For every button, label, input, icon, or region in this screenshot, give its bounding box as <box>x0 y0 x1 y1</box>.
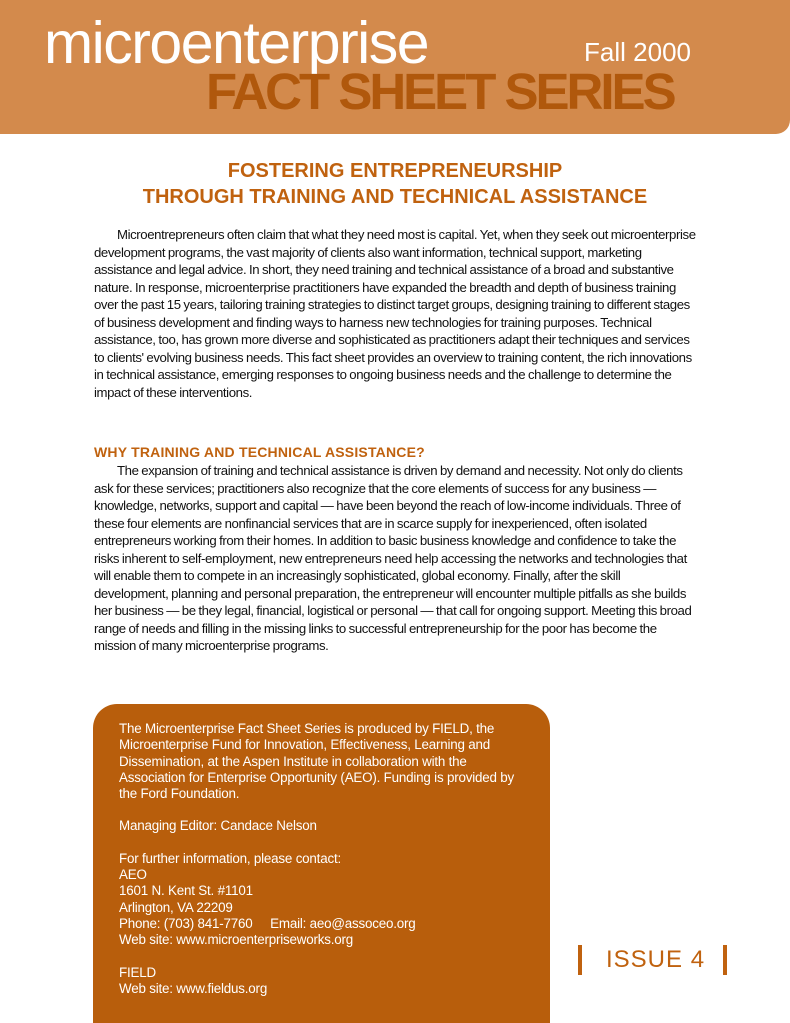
field-contact-block <box>119 965 524 998</box>
aeo-name: AEO <box>119 867 147 883</box>
field-name: FIELD <box>119 964 156 980</box>
managing-editor: Managing Editor: Candace Nelson <box>119 818 317 834</box>
aeo-website: Web site: www.microenterpriseworks.org <box>119 932 353 948</box>
field-website: Web site: www.fieldus.org <box>119 980 268 996</box>
article-title <box>90 158 700 210</box>
section-heading: WHY TRAINING AND TECHNICAL ASSISTANCE? <box>94 444 425 460</box>
issue-right-bar <box>723 945 727 975</box>
issue-text: ISSUE 4 <box>606 946 706 973</box>
issue-date: Fall 2000 <box>584 37 691 67</box>
contact-intro: For further information, please contact: <box>119 850 341 866</box>
issue-number-label <box>578 944 727 976</box>
section-paragraph: The expansion of training and technical assistance is driven by demand and necessity. Not only do clients ask for these services; practitioners also recognize that the core elements of success for any business — knowledge, networks, support and capital — have been beyond the reach of low-income individuals. Three of these four elements are nonfinancial services that are in scarce supply for inexperienced, often isolated entrepreneurs working from their homes. In addition to basic business knowledge and confidence to take the risks inherent to self-employment, new entrepreneurs need help accessing the networks and technologies that will enable them to compete in an increasingly sophisticated, global economy. Finally, after the skill development, planning and personal preparation, the entrepreneur will encounter multiple pitfalls as she builds her business — be they legal, financial, logistical or personal — that call for ongoing support. Meeting this broad range of needs and filling in the missing links to successful entrepreneurship for the poor has become the mission of many microenterprise programs. <box>94 463 692 653</box>
intro-paragraph: Microentrepreneurs often claim that what they need most is capital. Yet, when they seek out microenterprise development programs, the vast majority of clients also want information, technical support, marketing assistance and legal advice. In short, they need training and technical assistance of a broad and substantive nature. In response, microenterprise practitioners have expanded the breadth and depth of business training over the past 15 years, tailoring training strategies to distinct target groups, designing training to different stages of business development and finding ways to harness new technologies for training purposes. Technical assistance, too, has grown more diverse and sophisticated as practitioners adapt their techniques and services to clients' evolving business needs. This fact sheet provides an overview to training content, the rich innovations in technical assistance, emerging responses to ongoing business needs and the challenge to determine the impact of these interventions. <box>94 227 696 400</box>
about-text: The Microenterprise Fact Sheet Series is produced by FIELD, the Microenterprise Fund for Innovation, Effectiveness, Learning and Dissemination, at the Aspen Institute in collaboration with the Association for Enterprise Opportunity (AEO). Funding is provided by the Ford Foundation. <box>119 721 515 802</box>
article-title-line-2: THROUGH TRAINING AND TECHNICAL ASSISTANCE <box>142 186 648 208</box>
brand-wordmark-bottom: FACT SHEET SERIES <box>206 63 674 120</box>
header-banner <box>0 0 790 134</box>
aeo-address-line-2: Arlington, VA 22209 <box>119 899 233 915</box>
aeo-address-line-1: 1601 N. Kent St. #1101 <box>119 883 253 899</box>
brand-wordmark-top: microenterprise <box>44 10 429 76</box>
article-title-line-1: FOSTERING ENTREPRENEURSHIP <box>227 160 563 182</box>
publication-info-box <box>93 704 550 1023</box>
contact-block <box>119 851 524 949</box>
aeo-phone-email: Phone: (703) 841-7760 Email: aeo@assoceo.org <box>119 915 416 931</box>
